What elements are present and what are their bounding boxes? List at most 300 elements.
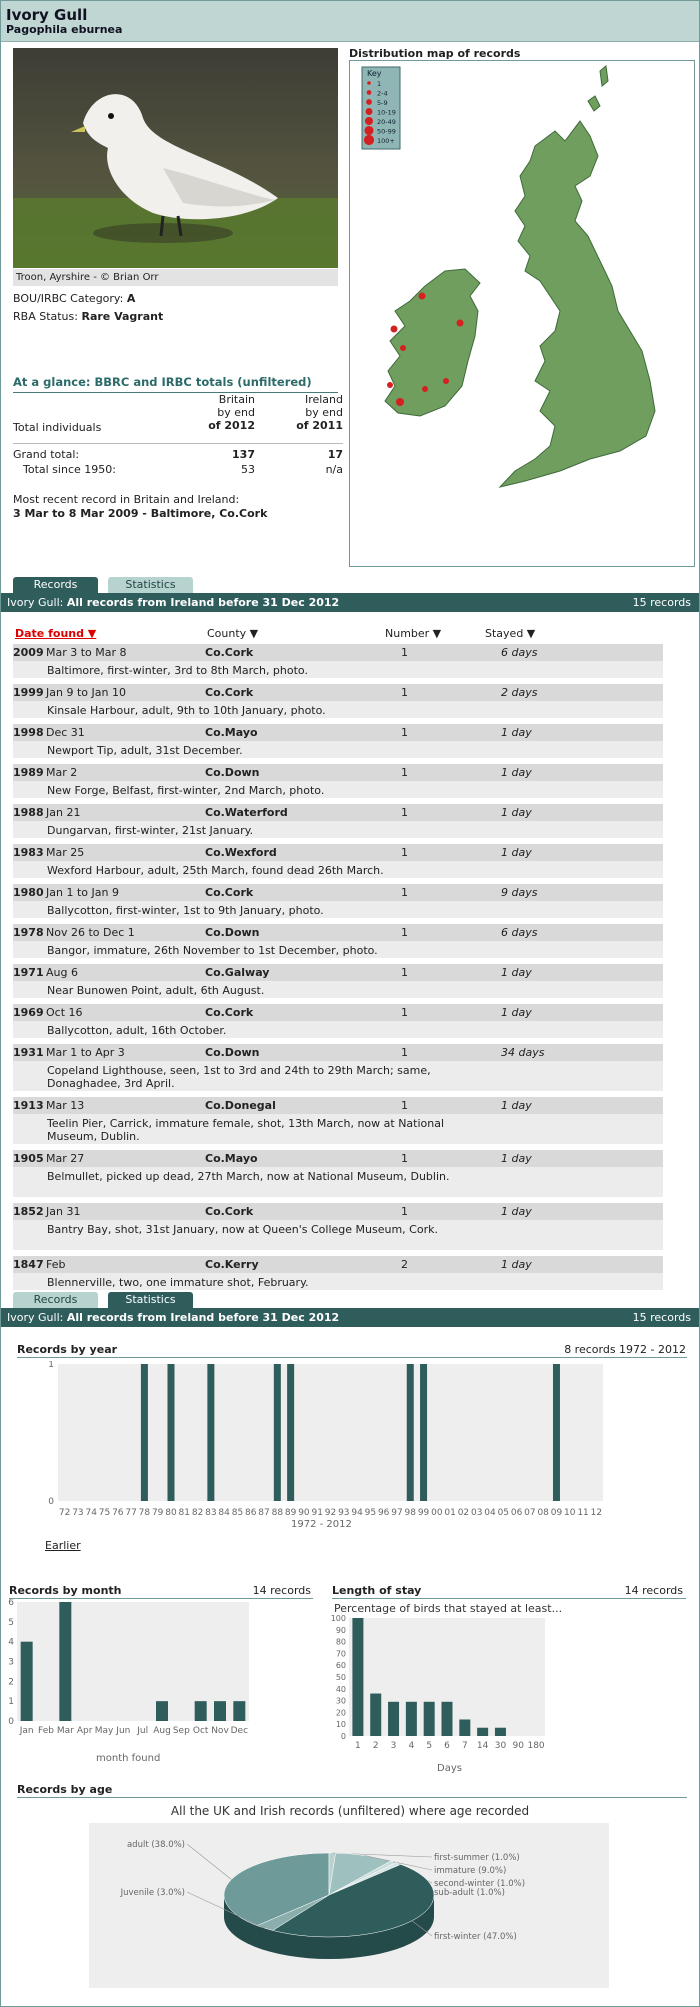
- record-date: Jan 21: [46, 806, 81, 819]
- year-x-tick: 74: [85, 1508, 97, 1518]
- year-chart: [41, 1361, 621, 1541]
- stay-bar: [495, 1728, 506, 1736]
- month-y-tick: 4: [8, 1637, 14, 1648]
- age-slice-label: first-winter (47.0%): [434, 1932, 517, 1942]
- stay-bar: [442, 1702, 453, 1736]
- photo-caption: Troon, Ayrshire - © Brian Orr: [13, 269, 338, 286]
- year-x-tick: 87: [258, 1508, 270, 1518]
- year-x-tick: 90: [298, 1508, 310, 1518]
- stay-x-tick: 6: [444, 1741, 450, 1751]
- map-key-label: 10-19: [377, 108, 396, 117]
- year-x-tick: 89: [284, 1508, 297, 1518]
- by-year-count: 8 records 1972 - 2012: [564, 1343, 686, 1356]
- month-x-tick: Mar: [56, 1726, 74, 1736]
- year-x-tick: 84: [218, 1508, 230, 1518]
- record-stayed: 1 day: [501, 966, 532, 979]
- record-county: Co.Kerry: [205, 1258, 259, 1271]
- statistics-bar-title: Ivory Gull: All records from Ireland before 31 Dec 2012: [7, 1311, 340, 1324]
- year-bar: [141, 1364, 148, 1501]
- record-date: Jan 9 to Jan 10: [46, 686, 126, 699]
- since-1950-label: Total since 1950:: [23, 463, 116, 476]
- stay-y-tick: 30: [335, 1696, 346, 1706]
- species-common-name: Ivory Gull: [6, 6, 88, 24]
- map-key-dot: [366, 108, 373, 115]
- year-bar: [287, 1364, 294, 1501]
- year-x-tick: 85: [231, 1508, 244, 1518]
- stay-x-tick: 14: [476, 1741, 489, 1751]
- record-row: [13, 1150, 663, 1197]
- ireland-h3: of 2011: [296, 419, 343, 432]
- map-key-dot: [365, 117, 373, 125]
- stay-bar: [459, 1719, 470, 1736]
- map-dot: [422, 386, 428, 392]
- tab-records[interactable]: Records: [13, 577, 98, 593]
- record-date: Feb: [46, 1258, 66, 1271]
- map-key-label: 2-4: [377, 89, 388, 98]
- britain-col-header: [195, 393, 255, 432]
- month-y-tick: 6: [8, 1599, 14, 1608]
- record-number: 1: [401, 926, 408, 939]
- map-key-label: 20-49: [377, 118, 396, 126]
- map-dot: [443, 378, 449, 384]
- record-year: 1980: [13, 886, 44, 899]
- record-stayed: 1 day: [501, 766, 532, 779]
- record-county: Co.Wexford: [205, 846, 277, 859]
- map-britain: [500, 121, 655, 487]
- record-stayed: 6 days: [501, 926, 538, 939]
- record-county: Co.Waterford: [205, 806, 288, 819]
- year-x-tick: 96: [377, 1508, 390, 1518]
- species-header: [1, 1, 699, 42]
- month-x-tick: Jun: [116, 1726, 131, 1736]
- year-x-tick: 82: [191, 1508, 204, 1518]
- stay-bar: [477, 1728, 488, 1736]
- record-stayed: 1 day: [501, 1152, 532, 1165]
- distribution-map[interactable]: [349, 60, 695, 567]
- record-year: 1989: [13, 766, 44, 779]
- record-stayed: 1 day: [501, 806, 532, 819]
- britain-h2: by end: [217, 406, 255, 419]
- year-x-tick: 78: [138, 1508, 151, 1518]
- record-county: Co.Cork: [205, 646, 254, 659]
- ireland-h2: by end: [305, 406, 343, 419]
- record-row-head: [13, 1097, 663, 1114]
- map-key-dot: [367, 81, 371, 85]
- record-row: [13, 1044, 663, 1091]
- year-x-tick: 72: [58, 1508, 71, 1518]
- map-title: Distribution map of records: [349, 47, 521, 60]
- record-row-head: [13, 764, 663, 781]
- record-description: Wexford Harbour, adult, 25th March, found dead 26th March.: [47, 864, 384, 877]
- record-stayed: 9 days: [501, 886, 538, 899]
- age-slice-label: adult (38.0%): [126, 1840, 185, 1850]
- month-bar: [21, 1642, 33, 1721]
- record-row-head: [13, 1004, 663, 1021]
- map-dot: [396, 398, 404, 406]
- year-bar: [207, 1364, 214, 1501]
- grand-total-britain: 137: [232, 448, 255, 461]
- grand-total-row: [13, 443, 343, 461]
- record-row-head: [13, 1203, 663, 1220]
- col-date-sort[interactable]: Date found ▼: [15, 627, 97, 640]
- record-description: Dungarvan, first-winter, 21st January.: [47, 824, 254, 837]
- record-row-head: [13, 724, 663, 741]
- glance-title: At a glance: BBRC and IRBC totals (unfiltered): [13, 375, 338, 393]
- record-description: Teelin Pier, Carrick, immature female, shot, 13th March, now at National Museum, Dublin.: [47, 1117, 445, 1143]
- record-row-head: [13, 1150, 663, 1167]
- month-bar: [195, 1701, 207, 1721]
- year-x-tick: 98: [404, 1508, 416, 1518]
- earlier-link[interactable]: Earlier: [45, 1539, 81, 1552]
- record-row: [13, 884, 663, 918]
- tab-statistics[interactable]: Statistics: [108, 577, 193, 593]
- category-value: A: [126, 292, 136, 305]
- record-row: [13, 1256, 663, 1290]
- record-description: Ballycotton, adult, 16th October.: [47, 1024, 227, 1037]
- record-county: Co.Mayo: [205, 1152, 258, 1165]
- record-number: 1: [401, 966, 408, 979]
- year-x-tick: 97: [391, 1508, 403, 1518]
- ireland-col-header: [283, 393, 343, 432]
- month-x-tick: Sep: [172, 1726, 190, 1736]
- month-y-tick: 2: [8, 1677, 14, 1688]
- stay-y-tick: 10: [335, 1720, 346, 1730]
- by-year-rule: [17, 1357, 687, 1358]
- species-scientific-name: Pagophila eburnea: [6, 23, 123, 36]
- britain-h3: of 2012: [208, 419, 255, 432]
- record-row: [13, 804, 663, 838]
- record-description: Baltimore, first-winter, 3rd to 8th March, photo.: [47, 664, 308, 677]
- record-stayed: 1 day: [501, 1099, 532, 1112]
- year-x-tick: 01: [444, 1508, 456, 1518]
- month-bar: [214, 1701, 226, 1721]
- col-number-sort[interactable]: Number ▼: [385, 627, 442, 640]
- record-date: Mar 3 to Mar 8: [46, 646, 127, 659]
- year-x-tick: 75: [98, 1508, 111, 1518]
- record-year: 1978: [13, 926, 44, 939]
- record-row-head: [13, 844, 663, 861]
- stay-x-tick: 1: [355, 1741, 361, 1751]
- since-1950-britain: 53: [241, 463, 255, 476]
- month-bar: [233, 1701, 245, 1721]
- age-subtitle: All the UK and Irish records (unfiltered) where age recorded: [170, 1804, 530, 1818]
- record-row-head: [13, 964, 663, 981]
- record-number: 1: [401, 726, 408, 739]
- stay-y-tick: 0: [340, 1732, 346, 1741]
- record-description: Ballycotton, first-winter, 1st to 9th January, photo.: [47, 904, 324, 917]
- stay-chart: [329, 1615, 559, 1755]
- map-dot: [387, 382, 393, 388]
- year-x-tick: 03: [470, 1508, 483, 1518]
- map-ireland: [385, 269, 480, 416]
- record-description: Bangor, immature, 26th November to 1st December, photo.: [47, 944, 378, 957]
- record-date: Mar 13: [46, 1099, 85, 1112]
- record-date: Aug 6: [46, 966, 78, 979]
- record-county: Co.Donegal: [205, 1099, 276, 1112]
- stay-x-tick: 4: [408, 1741, 415, 1751]
- year-x-tick: 95: [364, 1508, 377, 1518]
- grand-total-label: Grand total:: [13, 448, 80, 461]
- stay-bar: [370, 1694, 381, 1736]
- record-year: 1931: [13, 1046, 44, 1059]
- year-x-tick: 88: [271, 1508, 284, 1518]
- since-1950-ireland: n/a: [325, 463, 343, 476]
- month-y-tick: 0: [8, 1717, 14, 1727]
- month-y-tick: 5: [8, 1617, 14, 1628]
- record-county: Co.Cork: [205, 686, 254, 699]
- records-bar-title: Ivory Gull: All records from Ireland before 31 Dec 2012: [7, 596, 340, 609]
- record-number: 1: [401, 886, 408, 899]
- record-year: 2009: [13, 646, 44, 659]
- year-y-tick: 0: [48, 1497, 54, 1507]
- map-dot: [457, 320, 464, 327]
- record-number: 1: [401, 1099, 408, 1112]
- age-chart: [89, 1823, 609, 1988]
- record-county: Co.Cork: [205, 1205, 254, 1218]
- map-key-label: 100+: [377, 137, 395, 145]
- stay-x-tick: 30: [494, 1741, 507, 1751]
- by-month-title: Records by month: [9, 1584, 122, 1597]
- recent-record: [13, 493, 267, 521]
- map-dot: [400, 345, 406, 351]
- stay-x-tick: 180: [527, 1741, 545, 1751]
- record-date: Jan 1 to Jan 9: [46, 886, 119, 899]
- record-number: 1: [401, 1152, 408, 1165]
- stay-y-tick: 20: [335, 1708, 346, 1718]
- recent-value: 3 Mar to 8 Mar 2009 - Baltimore, Co.Cork: [13, 507, 268, 520]
- age-slice-label: Juvenile (3.0%): [120, 1888, 185, 1898]
- record-number: 1: [401, 806, 408, 819]
- month-x-tick: Nov: [211, 1726, 229, 1736]
- month-x-tick: Oct: [192, 1726, 209, 1736]
- rba-value: Rare Vagrant: [81, 310, 164, 323]
- record-county: Co.Cork: [205, 886, 254, 899]
- record-row: [13, 844, 663, 878]
- year-bar: [167, 1364, 174, 1501]
- month-x-tick: Feb: [38, 1726, 54, 1736]
- age-rule: [17, 1797, 687, 1798]
- record-stayed: 6 days: [501, 646, 538, 659]
- year-x-tick: 04: [484, 1508, 496, 1518]
- map-shetland: [600, 66, 608, 86]
- category-line: [13, 292, 135, 305]
- map-dot: [419, 293, 426, 300]
- record-number: 1: [401, 686, 408, 699]
- record-county: Co.Mayo: [205, 726, 258, 739]
- year-x-tick: 08: [537, 1508, 549, 1518]
- statistics-bar: [1, 1308, 699, 1327]
- year-x-tick: 05: [497, 1508, 510, 1518]
- col-stayed-sort[interactable]: Stayed ▼: [485, 627, 536, 640]
- stay-x-tick: 7: [461, 1741, 468, 1751]
- month-y-tick: 3: [8, 1657, 14, 1668]
- year-x-tick: 86: [245, 1508, 257, 1518]
- age-slice-label: immature (9.0%): [434, 1866, 507, 1876]
- britain-h1: Britain: [218, 393, 255, 406]
- record-row: [13, 644, 663, 678]
- record-year: 1847: [13, 1258, 44, 1271]
- record-row: [13, 1203, 663, 1250]
- age-slice-label: second-winter (1.0%): [434, 1879, 526, 1889]
- grand-total-ireland: 17: [327, 448, 343, 461]
- record-year: 1999: [13, 686, 44, 699]
- record-row: [13, 764, 663, 798]
- record-date: Nov 26 to Dec 1: [46, 926, 135, 939]
- stay-subtitle: Percentage of birds that stayed at least...: [334, 1602, 563, 1615]
- year-bar: [274, 1364, 281, 1501]
- stay-axis-label: Days: [437, 1763, 462, 1774]
- record-year: 1905: [13, 1152, 44, 1165]
- year-x-tick: 06: [510, 1508, 523, 1518]
- record-description: Kinsale Harbour, adult, 9th to 10th January, photo.: [47, 704, 326, 717]
- stay-title: Length of stay: [332, 1584, 422, 1597]
- record-county: Co.Down: [205, 1046, 260, 1059]
- map-key-label: 50-99: [377, 127, 396, 136]
- map-key-dot: [366, 99, 372, 105]
- record-number: 1: [401, 646, 408, 659]
- year-x-tick: 09: [550, 1508, 563, 1518]
- record-stayed: 1 day: [501, 726, 532, 739]
- stay-bar: [424, 1702, 435, 1736]
- record-description: New Forge, Belfast, first-winter, 2nd March, photo.: [47, 784, 325, 797]
- rba-label: RBA Status:: [13, 310, 78, 323]
- record-date: Oct 16: [46, 1006, 83, 1019]
- year-x-tick: 92: [324, 1508, 337, 1518]
- record-year: 1969: [13, 1006, 44, 1019]
- record-description: Near Bunowen Point, adult, 6th August.: [47, 984, 265, 997]
- statistics-bar-count: 15 records: [632, 1311, 691, 1324]
- record-number: 1: [401, 846, 408, 859]
- record-stayed: 1 day: [501, 846, 532, 859]
- record-date: Mar 25: [46, 846, 85, 859]
- map-key-dot: [367, 90, 372, 95]
- month-x-tick: Apr: [76, 1726, 93, 1736]
- record-stayed: 2 days: [501, 686, 538, 699]
- year-x-tick: 12: [590, 1508, 603, 1518]
- month-chart: [5, 1599, 255, 1749]
- map-dot: [391, 326, 398, 333]
- year-x-tick: 07: [524, 1508, 536, 1518]
- year-x-tick: 80: [165, 1508, 177, 1518]
- record-date: Jan 31: [46, 1205, 81, 1218]
- stay-y-tick: 90: [335, 1625, 346, 1635]
- tab-statistics-2[interactable]: Statistics: [108, 1292, 193, 1308]
- record-stayed: 1 day: [501, 1258, 532, 1271]
- stay-bar: [352, 1618, 363, 1736]
- stay-bar: [388, 1702, 399, 1736]
- stay-y-tick: 70: [335, 1649, 346, 1659]
- stay-y-tick: 50: [335, 1673, 346, 1682]
- year-x-tick: 77: [125, 1508, 137, 1518]
- record-row: [13, 1004, 663, 1038]
- records-bar-count: 15 records: [632, 596, 691, 609]
- stay-count: 14 records: [624, 1584, 683, 1597]
- record-year: 1983: [13, 846, 44, 859]
- record-description: Newport Tip, adult, 31st December.: [47, 744, 243, 757]
- record-date: Mar 1 to Apr 3: [46, 1046, 125, 1059]
- map-key-label: 1: [377, 80, 382, 88]
- month-x-tick: Jul: [137, 1726, 149, 1736]
- year-range-label: 1972 - 2012: [291, 1519, 352, 1530]
- record-county: Co.Down: [205, 926, 260, 939]
- year-x-tick: 79: [151, 1508, 164, 1518]
- stay-y-tick: 40: [335, 1684, 346, 1694]
- record-description: Blennerville, two, one immature shot, February.: [47, 1276, 309, 1289]
- record-county: Co.Down: [205, 766, 260, 779]
- record-date: Dec 31: [46, 726, 85, 739]
- record-row-head: [13, 804, 663, 821]
- age-title: Records by age: [17, 1783, 113, 1796]
- map-key-dot: [364, 135, 374, 145]
- year-x-tick: 94: [351, 1508, 363, 1518]
- record-year: 1852: [13, 1205, 44, 1218]
- year-chart-bg: [58, 1364, 603, 1501]
- record-row: [13, 684, 663, 718]
- map-orkney: [588, 96, 600, 111]
- month-x-tick: Dec: [230, 1726, 249, 1736]
- record-row-head: [13, 1256, 663, 1273]
- recent-label: Most recent record in Britain and Ireland:: [13, 493, 240, 506]
- year-x-tick: 02: [457, 1508, 470, 1518]
- record-year: 1998: [13, 726, 44, 739]
- month-y-tick: 1: [8, 1697, 14, 1708]
- col-county-sort[interactable]: County ▼: [207, 627, 259, 640]
- record-description: Copeland Lighthouse, seen, 1st to 3rd and 24th to 29th March; same, Donaghadee, 3rd April.: [47, 1064, 431, 1090]
- age-slice-label: sub-adult (1.0%): [434, 1888, 505, 1898]
- year-x-tick: 73: [72, 1508, 84, 1518]
- map-key-title: Key: [367, 69, 382, 78]
- record-number: 1: [401, 1205, 408, 1218]
- map-key-dot: [364, 126, 373, 135]
- category-label: BOU/IRBC Category:: [13, 292, 124, 305]
- record-stayed: 1 day: [501, 1006, 532, 1019]
- record-year: 1988: [13, 806, 44, 819]
- stay-bar: [406, 1702, 417, 1736]
- map-key-label: 5-9: [377, 99, 388, 107]
- stay-y-tick: 60: [335, 1661, 346, 1671]
- records-bar: [1, 593, 699, 612]
- year-x-tick: 81: [178, 1508, 191, 1518]
- record-row: [13, 964, 663, 998]
- by-year-title: Records by year: [17, 1343, 118, 1356]
- record-row: [13, 724, 663, 758]
- month-bar: [59, 1602, 71, 1721]
- stay-y-tick: 80: [335, 1637, 346, 1647]
- by-month-count: 14 records: [252, 1584, 311, 1597]
- record-description: Bantry Bay, shot, 31st January, now at Queen's College Museum, Cork.: [47, 1223, 438, 1236]
- month-x-tick: Aug: [153, 1726, 171, 1736]
- year-x-tick: 11: [577, 1508, 589, 1518]
- species-photo: [13, 48, 338, 268]
- record-county: Co.Cork: [205, 1006, 254, 1019]
- record-year: 1971: [13, 966, 44, 979]
- rba-line: [13, 310, 163, 323]
- record-row: [13, 1097, 663, 1144]
- stay-x-tick: 5: [426, 1741, 433, 1751]
- stay-x-tick: 90: [512, 1741, 524, 1751]
- record-year: 1913: [13, 1099, 44, 1112]
- year-x-tick: 76: [112, 1508, 124, 1518]
- year-x-tick: 83: [205, 1508, 217, 1518]
- record-row: [13, 924, 663, 958]
- year-x-tick: 10: [564, 1508, 576, 1518]
- record-date: Mar 27: [46, 1152, 85, 1165]
- year-bar: [407, 1364, 414, 1501]
- year-x-tick: 00: [431, 1508, 443, 1518]
- total-individuals-label: Total individuals: [13, 421, 102, 434]
- tab-records-2[interactable]: Records: [13, 1292, 98, 1308]
- year-bar: [553, 1364, 560, 1501]
